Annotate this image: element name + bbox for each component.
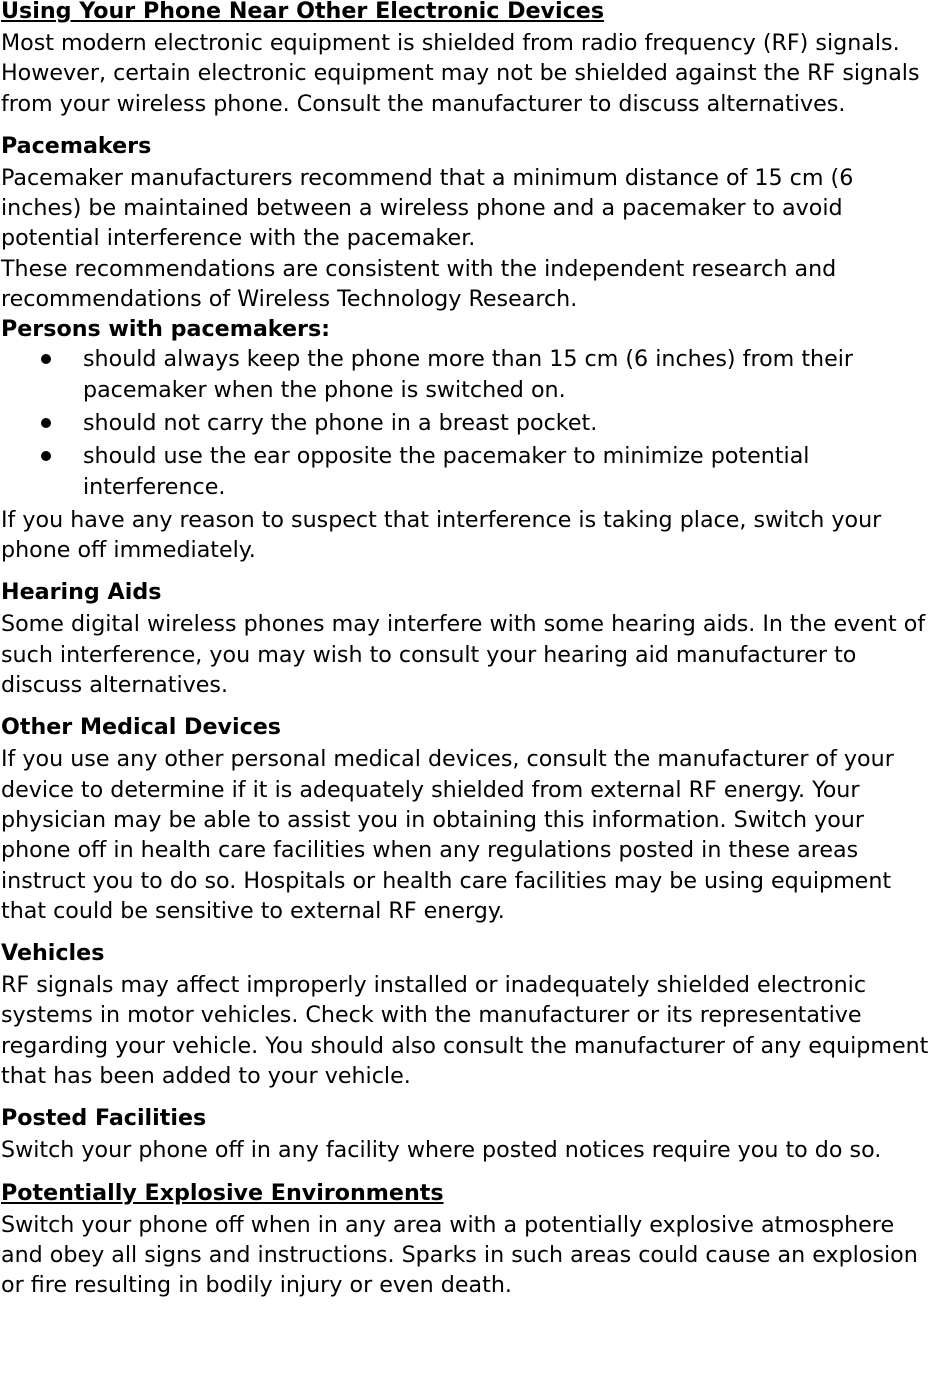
bullet-icon [41,418,51,428]
paragraph-pacemakers-research: These recommendations are consistent with the independent research and recommendations of Wireless Technology Research. [1,255,837,313]
bullet-icon [41,451,51,461]
subheading-vehicles: Vehicles [1,940,105,967]
section-heading-explosive-environments: Potentially Explosive Environments [1,1179,444,1206]
paragraph-pacemakers-distance: Pacemaker manufacturers recommend that a minimum distance of 15 cm (6 inches) be maintained between a wireless phone and a pacemaker to avoid potential interference with the pacemaker. [1,164,854,252]
paragraph-other-medical-devices: If you use any other personal medical devices, consult the manufacturer of your device to determine if it is adequately shielded from external RF energy. Your physician may be able to assist you in obtaining this information. Switch your phone off in health care facilities when any regulations posted in these areas instruct you to do so. Hospitals or health care facilities may be using equipment that could be sensitive to external RF energy. [1,746,894,924]
subheading-posted-facilities: Posted Facilities [1,1105,207,1132]
subheading-other-medical-devices: Other Medical Devices [1,714,281,741]
list-item-text: should use the ear opposite the pacemaker to minimize potential interference. [83,443,810,500]
paragraph-vehicles: RF signals may affect improperly installed or inadequately shielded electronic systems in motor vehicles. Check with the manufacturer or its representative regarding your vehicle. You should also consult the manufacturer of any equipment that has been added to your vehicle. [1,972,929,1090]
list-item [1,408,937,438]
bullet-icon [41,354,51,364]
paragraph-posted-facilities: Switch your phone off in any facility where posted notices require you to do so. [1,1137,882,1164]
list-item [1,344,937,405]
list-item-text: should not carry the phone in a breast pocket. [83,409,598,436]
paragraph-electronic-intro: Most modern electronic equipment is shielded from radio frequency (RF) signals. However, certain electronic equipment may not be shielded against the RF signals from your wireless phone. Consult the manufacturer to discuss alternatives. [1,30,920,117]
subheading-hearing-aids: Hearing Aids [1,579,162,606]
list-item-text: should always keep the phone more than 15 cm (6 inches) from their pacemaker when the phone is switched on. [83,346,854,403]
section-heading-electronic-devices: Using Your Phone Near Other Electronic Devices [1,0,605,24]
subheading-pacemakers: Pacemakers [1,132,152,159]
paragraph-explosive-environments: Switch your phone off when in any area with a potentially explosive atmosphere and obey all signs and instructions. Sparks in such areas could cause an explosion or fire resulting in bodily injury or even death. [1,1211,918,1299]
paragraph-hearing-aids: Some digital wireless phones may interfere with some hearing aids. In the event of such interference, you may wish to consult your hearing aid manufacturer to discuss alternatives. [1,611,926,699]
pacemaker-bullet-list [1,344,937,501]
list-item [1,441,937,502]
paragraph-pacemakers-suspect: If you have any reason to suspect that interference is taking place, switch your phone off immediately. [1,506,882,564]
document-page [1,0,937,1301]
subheading-persons-with-pacemakers: Persons with pacemakers: [1,316,331,343]
